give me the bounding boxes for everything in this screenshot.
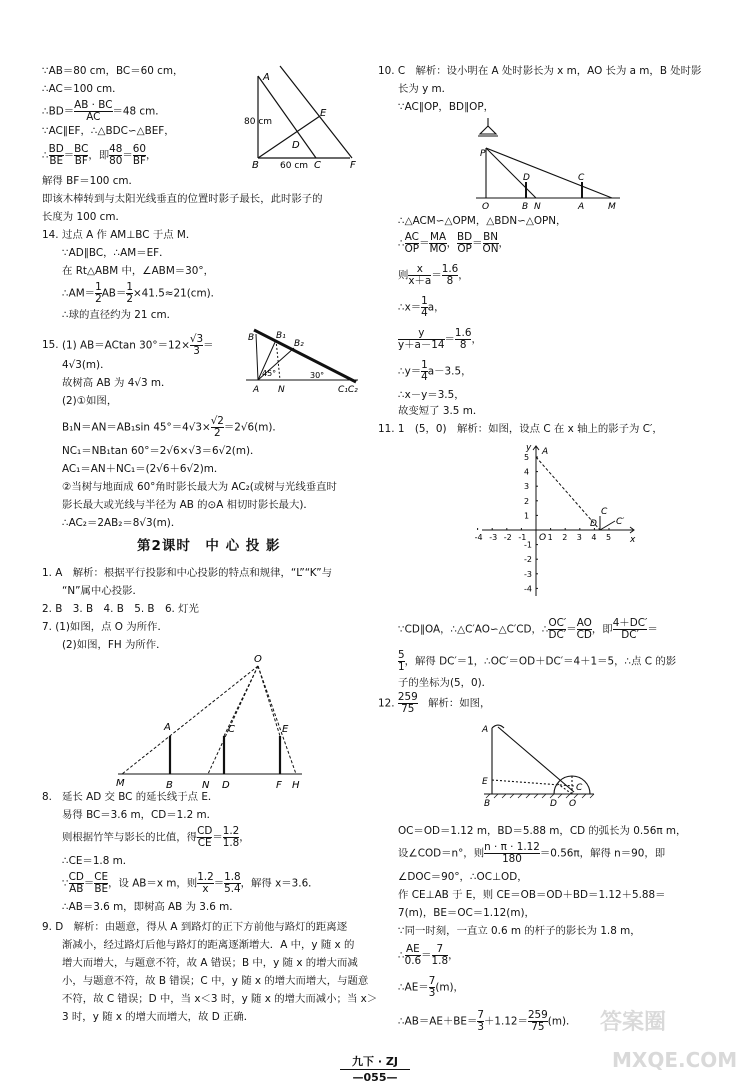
text-line: NC₁＝NB₁tan 60°＝2√6×√3＝6√2(m)． [62,445,261,457]
formula-line: ∴ $\frac{AE}{0.6}$ ＝ $\frac{7}{1.8}$ ， [398,943,459,967]
formula-line: ∴AB＝AE＋BE＝ $\frac{7}{3}$ ＋1.12＝ $\frac{259}{75}$ (m)． [398,1009,577,1033]
label-B1: B₁ [276,331,286,341]
x-tick-label: -4 [474,533,483,542]
formula-line: ∴y＝ $\frac{1}{4}$ a－3.5， [398,359,472,383]
formula-line: 设∠COD＝n°，则 $\frac{n \cdot \pi \cdot 1.12}{180}$ ＝0.56π，解得 n＝90，即 [398,841,666,865]
question-15: 15. (1) AB＝ACtan 30°＝12× $\frac{√3}{3}$ ＝ [42,333,214,357]
text-line: ∵同一时刻，一直立 0.6 m 的杆子的影长为 1.8 m， [398,925,641,937]
x-tick-label: -3 [489,533,498,542]
formula-line: ∴BD＝ $\frac{AB \cdot BC}{AC}$ ＝48 cm． [42,99,166,123]
text-line: 3 时，y 随 x 的增大而增大，故 D 正确． [62,1011,255,1023]
y-tick-label: -2 [524,555,532,565]
text-line: ∵AB＝80 cm，BC＝60 cm， [42,65,184,77]
question-8: 8. 延长 AD 交 BC 的延长线于点 E． [42,791,219,803]
formula-line: ∵CD∥OA，∴△C′AO∽△C′CD，∴ $\frac{OC'}{DC'}$ ＝ $\frac{AO}{CD}$ ，即 $\frac{4+DC'}{DC'}$ ＝ [398,617,658,641]
y-tick-label: -4 [524,584,532,594]
formula-line: ∵ $\frac{CD}{AB}$ ＝ $\frac{CE}{BE}$ ，设 AB＝x m，则 $\frac{1.2}{x}$ ＝ $\frac{1.8}{5.4}$ ，解得 x＝3.6． [62,871,319,895]
label-C: C [314,160,321,171]
text-line: 4√3(m)． [62,359,111,371]
page-footer [340,1056,410,1083]
label-C: C [601,507,608,517]
label-D: D [550,799,557,809]
question-12: 12. $\frac{259}{75}$ 解析：如图， [378,691,491,715]
y-tick-label: 3 [524,482,530,492]
text-line: ∴x－y＝3.5， [398,389,465,401]
y-tick-label: 5 [524,453,530,462]
formula-line: B₁N＝AN＝AB₁sin 45°＝4√3× $\frac{√2}{2}$ ＝2√6(m)． [62,415,283,439]
question-14: 14. 过点 A 作 AM⊥BC 于点 M． [42,229,197,241]
text-line: (2)①如图， [62,395,118,407]
formula-line: ∴AE＝ $\frac{7}{3}$ (m)， [398,975,464,999]
figure-tree-shadow [240,326,365,398]
label-C: C [576,783,583,793]
formula-line: $\frac{y}{y+a-14}$ ＝ $\frac{1.6}{8}$ ， [398,327,482,351]
label-A: A [164,722,171,733]
formula-line: ∴x＝ $\frac{1}{4}$ a， [398,295,445,319]
label-M: M [608,202,616,212]
text-line: ∵AC∥EF，∴△BDC∽△BEF， [42,125,175,137]
text-line: 子的坐标为(5，0)． [398,677,493,689]
section-title: 第2课时 中 心 投 影 [137,538,281,554]
y-tick-label: -3 [524,569,532,579]
label-P: P [480,149,486,159]
figure-pole-semicircle [478,718,598,818]
text-line: 9. D 解析：由题意，得从 A 到路灯的正下方前他与路灯的距离逐 [42,921,348,933]
text-line: ∵AC∥OP，BD∥OP， [398,101,494,113]
text-line: 不符，故 C 错误；D 中，当 x＜3 时，y 随 x 的增大而减小；当 x＞ [62,993,378,1005]
text-line: 故变短了 3.5 m． [398,405,484,417]
y-tick-label: 1 [524,511,530,521]
footer-series: 九下 · ZJ [340,1056,410,1070]
text-line: 故树高 AB 为 4√3 m． [62,377,172,389]
label-F: F [350,160,356,171]
formula-line: ∴AM＝ $\frac{1}{2}$ AB＝ $\frac{1}{2}$ ×41.5≈21(cm)． [62,281,222,305]
text-line: ∴球的直径约为 21 cm． [62,309,178,321]
text-line: ∵AD∥BC，∴AM＝EF． [62,247,170,259]
text-line: ∴△ACM∽△OPM，△BDN∽△OPN， [398,215,567,227]
text-line: 渐减小，经过路灯后他与路灯的距离逐渐增大．A 中，y 随 x 的 [62,939,355,951]
label-E: E [482,777,488,787]
x-tick-label: 4 [591,533,597,542]
label-N: N [534,202,541,212]
text-line: 7(m)，BE＝OC＝1.12(m)， [398,907,535,919]
text-line: 1. A 解析：根据平行投影和中心投影的特点和规律，“L”“K”与 [42,567,333,579]
label-D: D [292,140,300,151]
figure-street-lamp [470,118,630,210]
watermark-logo: 答案圈 [600,1010,667,1035]
label-D: D [222,780,230,791]
text-line: 易得 BC＝3.6 m，CD＝1.2 m． [62,809,218,821]
label-A: A [253,385,260,395]
text-line: ∴AB＝3.6 m，即树高 AB 为 3.6 m． [62,901,240,913]
label-N: N [278,385,285,395]
label-B: B [248,333,255,343]
text-line: 11. 1 (5，0) 解析：如图，设点 C 在 x 轴上的影子为 C′， [378,423,663,435]
formula-line: 则 $\frac{x}{x+a}$ ＝ $\frac{1.6}{8}$ ， [398,263,469,287]
x-tick-label: 1 [547,533,553,542]
label-base: 60 cm [280,161,309,171]
label-E: E [282,724,289,735]
figure-coordinate-plane [474,440,642,600]
label-B2: B₂ [294,339,304,349]
label-N: N [202,780,210,791]
label-A: A [482,725,489,735]
text-line: (2)如图，FH 为所作． [62,639,167,651]
label-D: D [523,173,530,183]
label-B: B [252,160,259,171]
label-C: C [228,724,235,735]
label-B: B [166,780,173,791]
text-line: 影长最大或光线与半径为 AB 的⊙A 相切时影长最大)． [62,499,314,511]
label-y: y [526,443,532,453]
label-D: D [590,519,597,529]
formula-line: ∴ $\frac{BD}{BE}$ ＝ $\frac{BC}{BF}$ ，即 $\frac{48}{80}$ ＝ $\frac{60}{BF}$ ， [42,143,157,167]
y-tick-label: -1 [524,540,532,550]
label-B: B [484,799,491,809]
formula-line: 则根据竹竿与影长的比值，得 $\frac{CD}{CE}$ ＝ $\frac{1.2}{1.8}$ ， [62,825,250,849]
formula-line: $\frac{5}{1}$ ，解得 DC′＝1，∴OC′＝OD＋DC′＝4＋1＝5，∴点 C 的影 [398,649,677,673]
label-A: A [542,447,549,457]
text-line: ∴AC₂＝2AB₂＝8√3(m)． [62,517,182,529]
figure-center-projection [112,652,307,802]
figure-rod-shadow [230,62,365,174]
x-tick-label: 3 [576,533,582,542]
label-O: O [539,533,547,543]
text-line: 长度为 100 cm． [42,211,126,223]
label-45: 45° [262,369,277,378]
x-tick-label: -1 [518,533,527,542]
watermark-url: MXQE.COM [612,1048,738,1072]
label-M: M [116,778,125,789]
label-side: 80 cm [244,117,273,127]
formula-line: ∴ $\frac{AC}{OP}$ ＝ $\frac{MA}{MO}$ ， $\frac{BD}{OP}$ ＝ $\frac{BN}{ON}$ ， [398,231,509,255]
text-line: 小，与题意不符，故 B 错误；C 中，y 随 x 的增大而增大，与题意 [62,975,369,987]
label-A: A [578,202,585,212]
text-line: 长为 y m． [398,83,453,95]
text-line: 即该木棒转到与太阳光线垂直的位置时影子最长，此时影子的 [42,193,323,205]
text-line: 2. B 3. B 4. B 5. B 6. 灯光 [42,603,199,615]
text-line: “N”属中心投影． [62,585,143,597]
y-tick-label: 4 [524,467,530,477]
label-E: E [320,108,327,119]
x-tick-label: 5 [606,533,612,542]
label-O: O [569,799,577,809]
page-number: —055— [352,1071,398,1084]
x-tick-label: 2 [562,533,568,542]
text-line: ∠DOC＝90°，∴OC⊥OD， [398,871,528,883]
label-A: A [263,72,270,83]
text-line: ∴CE＝1.8 m． [62,855,134,867]
label-C1C2: C₁C₂ [338,385,358,395]
label-H: H [292,780,300,791]
text-line: ∴AC＝100 cm． [42,83,123,95]
label-F: F [276,780,282,791]
label-30: 30° [310,371,325,380]
label-B: B [522,202,529,212]
text-line: 7. (1)如图，点 O 为所作． [42,621,168,633]
label-C: C [578,173,585,183]
text-line: OC＝OD＝1.12 m，BD＝5.88 m，CD 的弧长为 0.56π m， [398,825,687,837]
text-line: 10. C 解析：设小明在 A 处时影长为 x m，AO 长为 a m，B 处时影 [378,65,702,77]
text-line: ②当树与地面成 60°角时影长最大为 AC₂(或树与光线垂直时 [62,481,337,493]
label-x: x [630,535,636,545]
label-O: O [254,654,262,665]
label-O: O [482,202,490,212]
text-line: 增大而增大，与题意不符，故 A 错误；B 中，y 随 x 的增大而减 [62,957,358,969]
text-line: 在 Rt△ABM 中，∠ABM＝30°， [62,265,214,277]
text-line: 解得 BF＝100 cm． [42,175,139,187]
text-line: 作 CE⊥AB 于 E，则 CE＝OB＝OD＋BD＝1.12＋5.88＝ [398,889,666,901]
text-line: AC₁＝AN＋NC₁＝(2√6＋6√2)m． [62,463,225,475]
x-tick-label: -2 [503,533,512,542]
label-Cp: C′ [616,517,625,527]
y-tick-label: 2 [524,496,530,506]
